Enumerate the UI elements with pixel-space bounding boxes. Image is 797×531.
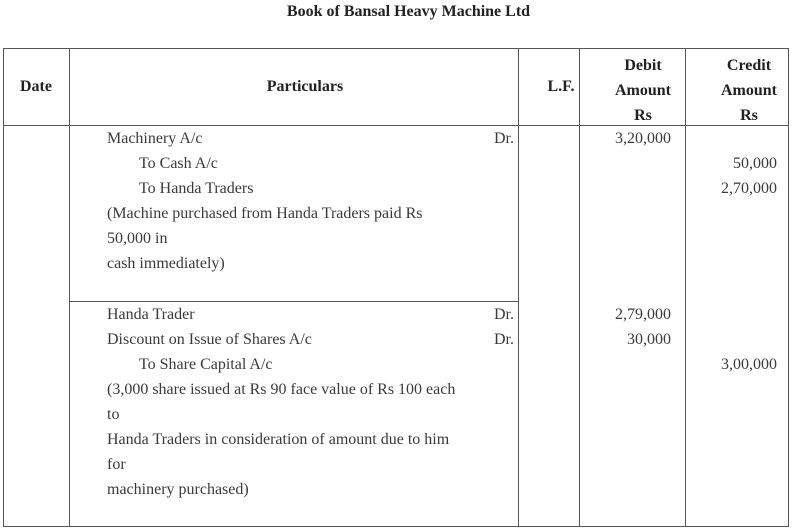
- entry-2-dr-mark: Dr.: [494, 331, 514, 348]
- entry-1-narration: (Machine purchased from Handa Traders paid Rs: [107, 205, 423, 222]
- entry-2-credit-account: To Share Capital A/c: [139, 356, 273, 373]
- header-credit-line: Credit: [726, 57, 772, 74]
- entry-1-narration: cash immediately): [107, 255, 225, 272]
- header-date: Date: [20, 78, 52, 95]
- entry-1-narration: 50,000 in: [107, 230, 168, 247]
- entry-1-account: Machinery A/c: [107, 130, 203, 147]
- header-particulars: Particulars: [266, 78, 344, 95]
- entry-2-credit: 3,00,000: [721, 356, 777, 373]
- entry-2-narration: for: [107, 456, 126, 473]
- header-credit-line: Amount: [720, 82, 777, 99]
- entry-2-debit: 2,79,000: [615, 306, 671, 323]
- ledger-title: Book of Bansal Heavy Machine Ltd: [286, 3, 531, 20]
- header-credit: [685, 53, 797, 128]
- entry-1-credit: 2,70,000: [721, 180, 777, 197]
- header-debit-line: Debit: [624, 57, 662, 74]
- header-debit-line: Rs: [634, 107, 652, 124]
- entry-2-narration: to: [107, 406, 120, 423]
- entry-1-credit-account: To Handa Traders: [139, 180, 254, 197]
- entry-2-account: Handa Trader: [107, 306, 195, 323]
- entry-1-dr-mark: Dr.: [494, 130, 514, 147]
- entry-1-credit-account: To Cash A/c: [139, 155, 218, 172]
- entry-2-debit: 30,000: [627, 331, 671, 348]
- header-debit-line: Amount: [614, 82, 671, 99]
- entry-2-dr-mark: Dr.: [494, 306, 514, 323]
- date-column-divider: [69, 48, 70, 527]
- header-credit-line: Rs: [740, 107, 758, 124]
- header-lf: L.F.: [547, 78, 575, 95]
- entry-2-narration: (3,000 share issued at Rs 90 face value of Rs 100 each: [107, 381, 456, 398]
- entry-1-credit: 50,000: [733, 155, 777, 172]
- entry-2-narration: Handa Traders in consideration of amount due to him: [107, 431, 450, 448]
- entry-2-narration: machinery purchased): [107, 481, 249, 498]
- entry-2-account: Discount on Issue of Shares A/c: [107, 331, 312, 348]
- entry-1-debit: 3,20,000: [615, 130, 671, 147]
- particulars-column-divider: [518, 48, 519, 527]
